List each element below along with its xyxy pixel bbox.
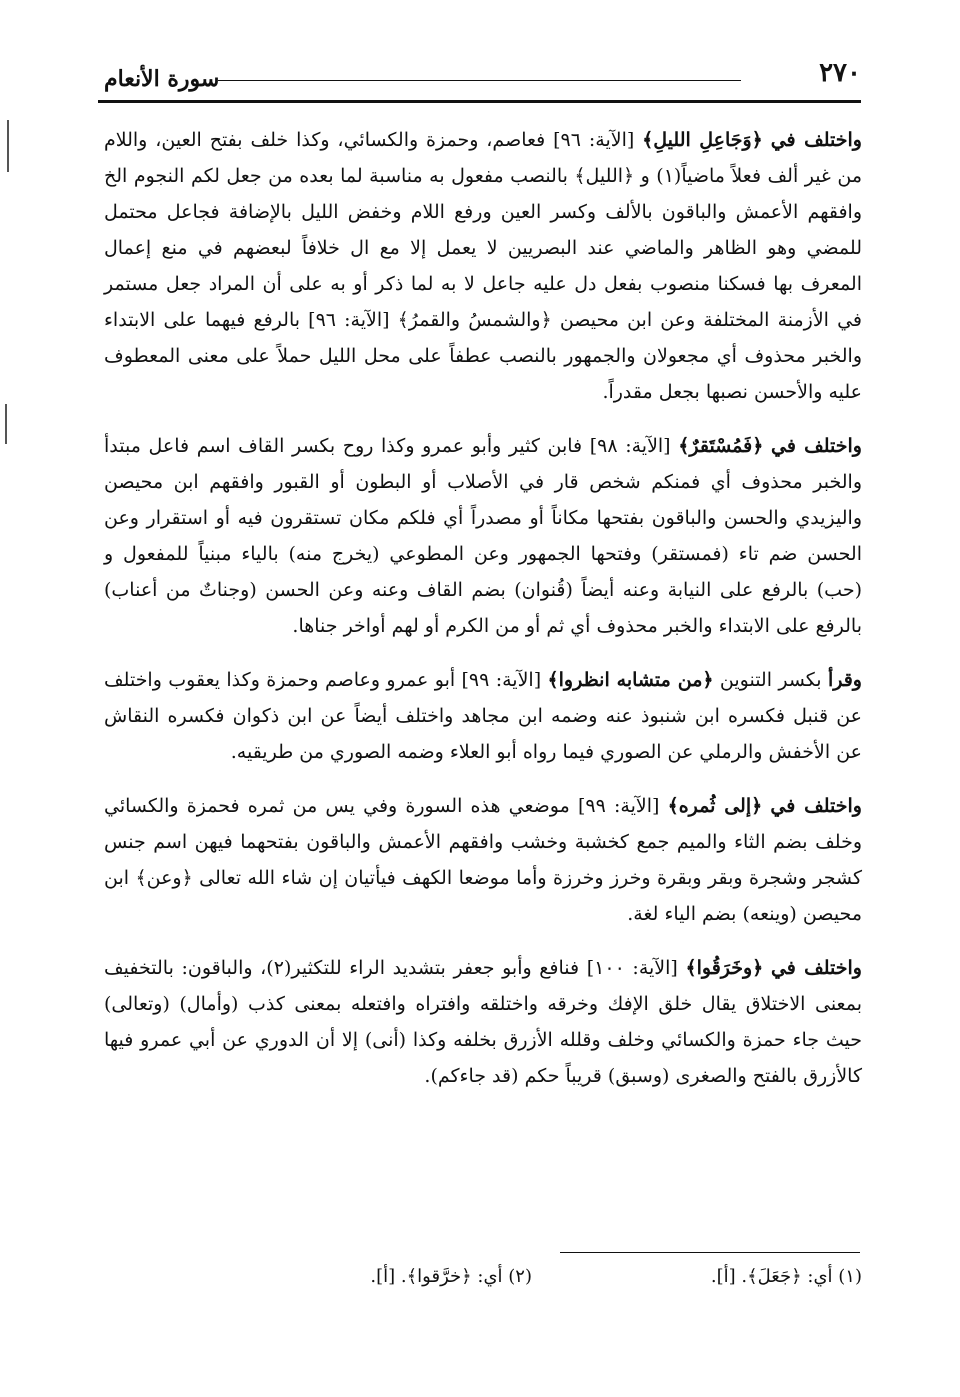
quran-quote: ﴿من متشابه انظروا﴾ xyxy=(547,669,714,691)
page-header xyxy=(98,56,861,103)
paragraph-lead: واختلف في xyxy=(770,435,862,457)
scan-artifact-line xyxy=(7,120,9,172)
paragraph-lead: وقرأ xyxy=(827,669,862,691)
quran-quote: ﴿إلى ثُمره﴾ xyxy=(667,795,763,817)
paragraph-lead: واختلف في xyxy=(770,795,862,817)
paragraph-text: [الآية: ١٠٠] فنافع وأبو جعفر بتشديد الراء للتكثير(٢)، والباقون: بالتخفيف بمعنى الاختلاق يقال خلق الإفك وخرقه واختلقه وافتراه وافتعله بمعنى كذب (وأمال) (وتعالى) حيث جاء حمزة والكسائي وخلف وقلله الأزرق بخلفه وكذا (أنى) إلا أن الدوري عن أبي عمرو فيها كالأزرق بالفتح والصغرى (وسبق) قريباً حكم (قد جاءكم). xyxy=(104,957,862,1087)
paragraph-text: [الآية: ٩٨] فابن كثير وأبو عمرو وكذا روح بكسر القاف اسم فاعل مبتدأ والخبر محذوف أي فمنكم شخص قار في الأصلاب أو البطون أو القبور وافقهم ابن محيصن واليزيدي والحسن والباقون بفتحها مكاناً أو مصدراً أي فلكم مكان تستقرون فيه أو استقرار وعن الحسن ضم تاء (فمستقر) وفتحها الجمهور وعن المطوعي (يخرج منه) بالياء مبنياً للمفعول و (حب) بالرفع على النيابة وعنه أيضاً (قُنوان) بضم القاف وعنه وعن الحسن (وجناتٌ من أعناب) بالرفع على الابتداء والخبر محذوف أي ثم أو من الكرم أو لهم أواخر جناها. xyxy=(104,435,862,637)
footnote-rule xyxy=(560,1252,860,1253)
scan-artifact-line xyxy=(5,404,7,444)
quran-quote: ﴿وَجَاعِلِ الليلِ﴾ xyxy=(642,129,763,151)
surah-title: سورة الأنعام xyxy=(104,66,220,92)
paragraph xyxy=(104,122,862,410)
paragraph-lead: واختلف في xyxy=(770,129,862,151)
paragraph xyxy=(104,662,862,770)
footnote: (١) أي: ﴿جَعَلَ﴾. [أ]. xyxy=(710,1266,862,1287)
paragraph-text: [الآية: ٩٦] فعاصم، وحمزة والكسائي، وكذا خلف بفتح العين، واللام من غير ألف فعلاً ماضياً(١) و ﴿الليل﴾ بالنصب مفعول به مناسبة لما بعده من جعل لكم النجوم الخ وافقهم الأعمش والباقون بالألف وكسر العين ورفع اللام وخفض الليل بالإضافة فجاعل محتمل للمضي وهو الظاهر والماضي عند البصريين لا يعمل إلا مع ال خلافاً لبعضهم في منع إعمال المعرف بها فسكنا منصوب بفعل دل عليه جاعل لا به لما ذكر أو به على أن المراد جعل مستمر في الأزمنة المختلفة وعن ابن محيصن ﴿والشمسُ والقمرُ﴾ [الآية: ٩٦] بالرفع فيهما على الابتداء والخبر محذوف أي مجعولان والجمهور بالنصب عطفاً على محل الليل حملاً على معنى المعطوف عليه والأحسن نصبها بجعل مقدراً. xyxy=(104,129,862,403)
paragraph-text: [الآية: ٩٩] أبو عمرو وعاصم وحمزة وكذا يعقوب واختلف عن قنبل فكسره ابن شنبوذ عنه وضمه ابن مجاهد واختلف أيضاً عن ابن ذكوان فكسره النقاش عن الأخفش والرملي عن الصوري فيما رواه أبو العلاء وضمه الصوري من طريقيه. xyxy=(104,669,862,763)
quran-quote: ﴿فَمُسْتَقرٌ﴾ xyxy=(678,435,764,457)
page-number: ٢٧٠ xyxy=(819,58,861,88)
quran-quote: ﴿وخَرَقُوا﴾ xyxy=(685,957,764,979)
paragraph xyxy=(104,788,862,932)
paragraph xyxy=(104,950,862,1094)
header-rule xyxy=(218,80,741,81)
paragraph-lead: واختلف في xyxy=(770,957,862,979)
footnote: (٢) أي: ﴿خرَّقوا﴾. [أ]. xyxy=(370,1266,532,1287)
paragraph-text: [الآية: ٩٩] موضعي هذه السورة وفي يس من ثمره فحمزة والكسائي وخلف بضم الثاء والميم جمع كخشبة وخشب وافقهم الأعمش والباقون بفتحهما فيهن اسم جنس كشجر وشجرة وبقر وبقرة وخرز وخرزة وأما موضعا الكهف فيأتيان إن شاء الله تعالى ﴿وعن﴾ ابن محيصن (وينعه) بضم الياء لغة. xyxy=(104,795,862,925)
page-body xyxy=(104,122,862,1112)
paragraph-pre: بكسر التنوين xyxy=(719,669,822,691)
paragraph xyxy=(104,428,862,644)
